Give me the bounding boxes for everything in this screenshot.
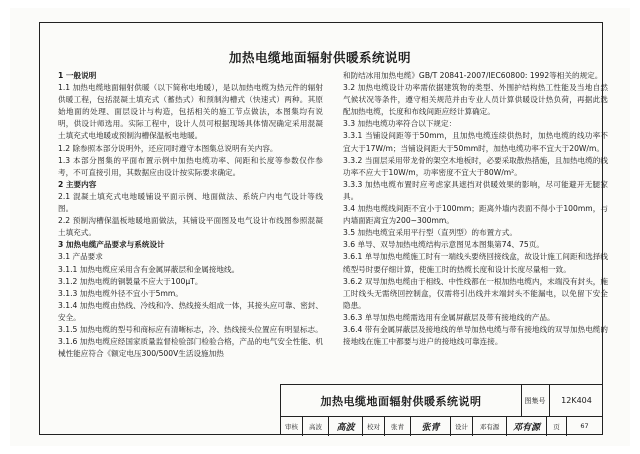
- paragraph: 3.1.5 加热电缆的型号和商标应有清晰标志，冷、热线接头位置应有明显标志。: [58, 324, 323, 334]
- set-number: 12K404: [561, 396, 592, 405]
- paragraph: 2.2 预制沟槽保温板地暖地面做法，其铺设平面图及电气设计布线图参照混凝土填充式。: [58, 216, 323, 238]
- left-column: [58, 70, 323, 360]
- paragraph: 和防结冰用加热电缆》GB/T 20841-2007/IEC60800: 1992等相关的规定。: [343, 71, 603, 80]
- reviewer-name: 高波: [303, 416, 329, 436]
- section-heading: 2 主要内容: [58, 179, 97, 189]
- paragraph: 3.6.1 单导加热电缆施工时有一端线头要绕回接线盒，故设计施工间距和选择线缆型号时要仔细计算，使施工时的热缆长度和设计长度尽量相一致。: [343, 252, 608, 274]
- paragraph: 3.3.1 当铺设间距等于50mm，且加热电缆连续供热时，加热电缆的线功率不宜大于17W/m；当铺设间距大于50mm时，加热电缆功率不宜大于20W/m。: [343, 131, 608, 153]
- approval-row: [281, 416, 603, 436]
- page-title: 加热电缆地面辐射供暖系统说明: [228, 50, 411, 65]
- set-number-label: 图集号: [521, 385, 550, 416]
- paragraph: 3.6.2 双导加热电缆由于相线、中性线都在一根加热电缆内，末端没有封头，施工时线头无需绕回控制盒，仅需将引出线并末端封头不能漏电，以免留下安全隐患。: [343, 276, 608, 310]
- page-number: 67: [580, 422, 589, 430]
- designer-signature: 邓有源: [507, 416, 547, 436]
- paragraph: 3.3.3 加热电缆布置时应考虑家具遮挡对供暖效果的影响，尽可能避开无腿家具。: [343, 179, 608, 201]
- paragraph: 3.1.4 加热电缆由热线、冷线和冷、热线接头组成一体，其接头应可靠、密封、安全。: [58, 300, 323, 322]
- paragraph: 3.6 单导、双导加热电缆结构示意图见本图集第74、75页。: [343, 240, 544, 250]
- title-block: [280, 384, 603, 435]
- page-label: 页: [547, 416, 567, 436]
- paragraph: 3.1.1 加热电缆应采用含有金属屏蔽层和金属接地线。: [58, 264, 240, 274]
- reviewer-signature: 高波: [329, 416, 363, 436]
- paragraph: 3.5 加热电缆宜采用平行型（直列型）的布置方式。: [343, 228, 517, 238]
- paragraph: 1.3 本部分图集的平面布置示例中加热电缆功率、间距和长度等参数仅作参考，不可直接引用，其数据应由设计按实际要求确定。: [58, 155, 323, 177]
- review-label: 审核: [281, 416, 303, 436]
- paragraph: 3.1.2 加热电缆的铜製量不应大于100μT。: [58, 276, 203, 286]
- paragraph: 3.3 加热电缆功率符合以下规定：: [343, 119, 457, 129]
- paragraph: 3.1.3 加热电缆外径不宜小于5mm。: [58, 288, 183, 298]
- paragraph: 3.6.4 带有金属屏蔽层及接地线的单导加热电缆与带有接地线的双导加热电缆的接地线在施工中都要与进户的接地线可靠连接。: [343, 324, 608, 347]
- checker-name: 张青: [385, 416, 411, 436]
- paragraph: 2.1 混凝土填充式电地暖铺设平面示例、地面做法、系统户内电气设计等线图。: [58, 191, 323, 214]
- checker-signature: 张青: [411, 416, 451, 436]
- drawing-sheet: [10, 8, 630, 446]
- paragraph: 3.2 加热电缆设计功率需依据建筑物的类型、外围护结构热工性能及当地自然气候状况等条件，遵守相关规范并由专业人员计算供暖设计热负荷，再据此选配加热电缆，长度和布线间距应经计算确定。: [343, 83, 608, 117]
- title-block-title: 加热电缆地面辐射供暖系统说明: [281, 385, 522, 416]
- paragraph: 3.1 产品要求: [58, 252, 103, 262]
- paragraph: 3.4 加热电缆线间距不宜小于100mm；距离外墙内表面不得小于100mm，与内墙面距离宜为200~300mm。: [343, 204, 608, 226]
- designer-name: 邓有源: [473, 416, 507, 436]
- paragraph: 1.1 加热电缆地面辐射供暖（以下简称电地暖），是以加热电缆为热元件的辐射供暖工程，包括混凝土填充式（蓄热式）和预制沟槽式（快速式）两种。其原始地面的处理、面层设计与构造，包括相关的施工节点做法，本图集均有说明，供设计师选用。实际工程中，设计人员可根据现场具体情况确定采用混凝土填充式电地暖或预制沟槽保温板电地暖。: [58, 83, 323, 141]
- paragraph: 1.2 除参照本部分说明外，还应同时遵守本图集总说明有关内容。: [58, 143, 278, 153]
- section-heading: 1 一般说明: [58, 71, 97, 80]
- design-label: 设计: [451, 416, 473, 436]
- paragraph: 3.3.2 当面层采用带龙骨的架空木地板时，必要采取散热措施，且加热电缆的线功率不应大于10W/m，功率密度不宜大于80W/m²。: [343, 155, 608, 177]
- right-column: [343, 70, 608, 348]
- paragraph: 3.1.6 加热电缆应经国家质量监督检验部门检验合格，产品的电气安全性能、机械性能应符合《额定电压300/500V生活设施加热: [58, 337, 323, 359]
- check-label: 校对: [363, 416, 385, 436]
- section-heading: 3 加热电缆产品要求与系统设计: [58, 240, 165, 250]
- paragraph: 3.6.3 单导加热电缆需选用有金属屏蔽层及带有接地线的产品。: [343, 312, 555, 322]
